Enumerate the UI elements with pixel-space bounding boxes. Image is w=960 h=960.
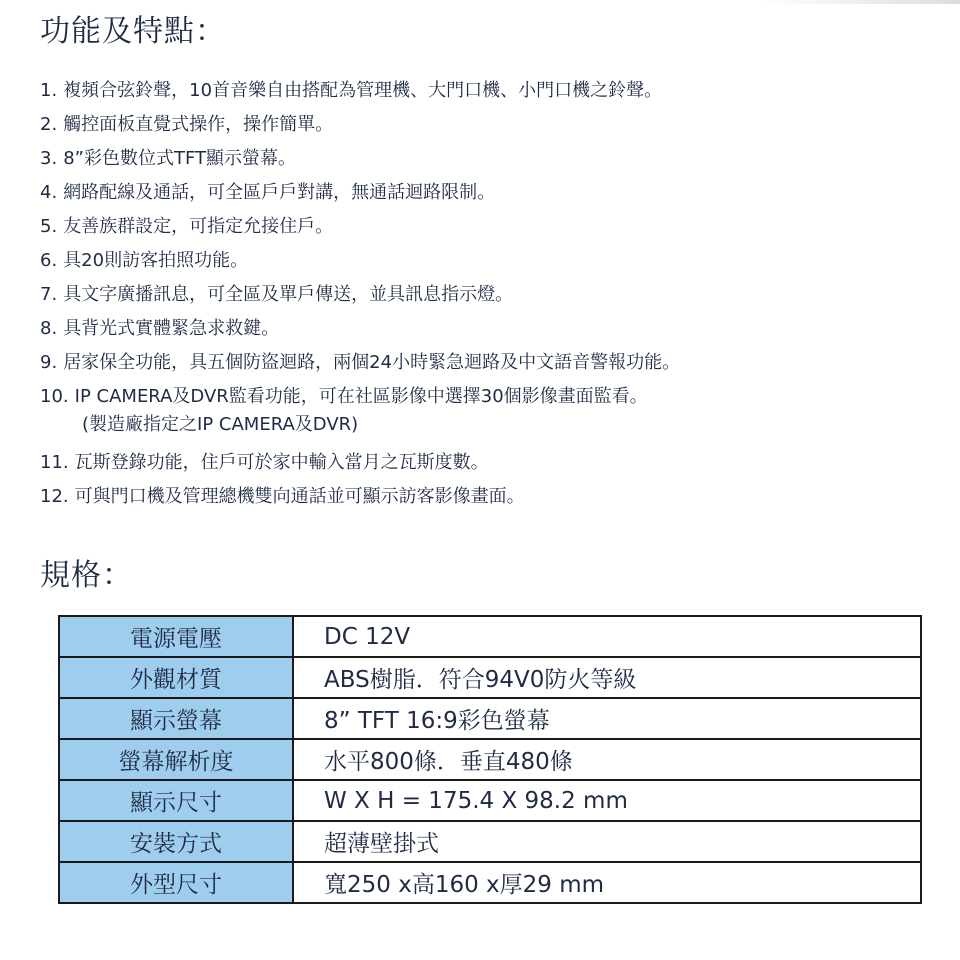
features-heading: 功能及特點： xyxy=(40,14,226,49)
feature-item xyxy=(40,74,940,108)
spec-row xyxy=(59,739,921,780)
feature-text: 具文字廣播訊息，可全區及單戶傳送，並具訊息指示燈。 xyxy=(63,284,514,305)
feature-text: 居家保全功能，具五個防盜迴路，兩個24小時緊急迴路及中文語音警報功能。 xyxy=(63,352,681,373)
spec-row xyxy=(59,657,921,698)
spec-value: 超薄壁掛式 xyxy=(293,821,921,862)
feature-number: 1. xyxy=(40,80,58,101)
spec-label: 安裝方式 xyxy=(59,821,293,862)
feature-item xyxy=(40,446,940,480)
feature-item xyxy=(40,346,940,380)
spec-value: 寬250 x高160 x厚29 mm xyxy=(293,862,921,903)
spec-value: 水平800條．垂直480條 xyxy=(293,739,921,780)
feature-number: 8. xyxy=(40,318,58,339)
spec-value: DC 12V xyxy=(293,616,921,657)
spec-label: 外觀材質 xyxy=(59,657,293,698)
feature-text: 網路配線及通話，可全區戶戶對講，無通話迴路限制。 xyxy=(63,182,496,203)
feature-item xyxy=(40,244,940,278)
feature-item xyxy=(40,142,940,176)
top-divider-line xyxy=(760,0,960,4)
feature-text: 8”彩色數位式TFT顯示螢幕。 xyxy=(63,148,296,169)
feature-item xyxy=(40,480,940,514)
spec-row xyxy=(59,821,921,862)
feature-list xyxy=(40,74,940,514)
feature-text-continuation: (製造廠指定之IP CAMERA及DVR) xyxy=(82,414,359,435)
specs-heading: 規格： xyxy=(40,558,133,593)
feature-text: 友善族群設定，可指定允接住戶。 xyxy=(63,216,334,237)
feature-number: 5. xyxy=(40,216,58,237)
feature-text: 可與門口機及管理總機雙向通話並可顯示訪客影像畫面。 xyxy=(74,486,525,507)
feature-text: IP CAMERA及DVR監看功能，可在社區影像中選擇30個影像畫面監看。 xyxy=(74,386,648,407)
spec-row xyxy=(59,862,921,903)
spec-row xyxy=(59,780,921,821)
feature-number: 9. xyxy=(40,352,58,373)
feature-number: 2. xyxy=(40,114,58,135)
feature-item xyxy=(40,176,940,210)
feature-number: 10. xyxy=(40,386,69,407)
feature-text: 觸控面板直覺式操作，操作簡單。 xyxy=(63,114,334,135)
feature-number: 7. xyxy=(40,284,58,305)
feature-item xyxy=(40,210,940,244)
spec-row xyxy=(59,698,921,739)
feature-number: 11. xyxy=(40,452,69,473)
spec-row xyxy=(59,616,921,657)
feature-number: 4. xyxy=(40,182,58,203)
feature-item xyxy=(40,312,940,346)
feature-text: 瓦斯登錄功能，住戶可於家中輸入當月之瓦斯度數。 xyxy=(74,452,489,473)
spec-value: 8” TFT 16:9彩色螢幕 xyxy=(293,698,921,739)
feature-number: 6. xyxy=(40,250,58,271)
feature-text: 具20則訪客拍照功能。 xyxy=(63,250,249,271)
spec-label: 電源電壓 xyxy=(59,616,293,657)
spec-label: 螢幕解析度 xyxy=(59,739,293,780)
feature-text: 具背光式實體緊急求救鍵。 xyxy=(63,318,280,339)
spec-label: 外型尺寸 xyxy=(59,862,293,903)
spec-table xyxy=(58,615,922,904)
feature-number: 12. xyxy=(40,486,69,507)
feature-number: 3. xyxy=(40,148,58,169)
spec-value: ABS樹脂．符合94V0防火等級 xyxy=(293,657,921,698)
spec-value: W X H = 175.4 X 98.2 mm xyxy=(293,780,921,821)
spec-label: 顯示尺寸 xyxy=(59,780,293,821)
feature-text: 複頻合弦鈴聲，10首音樂自由搭配為管理機、大門口機、小門口機之鈴聲。 xyxy=(63,80,663,101)
feature-item xyxy=(40,380,940,446)
feature-item xyxy=(40,278,940,312)
spec-label: 顯示螢幕 xyxy=(59,698,293,739)
feature-item xyxy=(40,108,940,142)
